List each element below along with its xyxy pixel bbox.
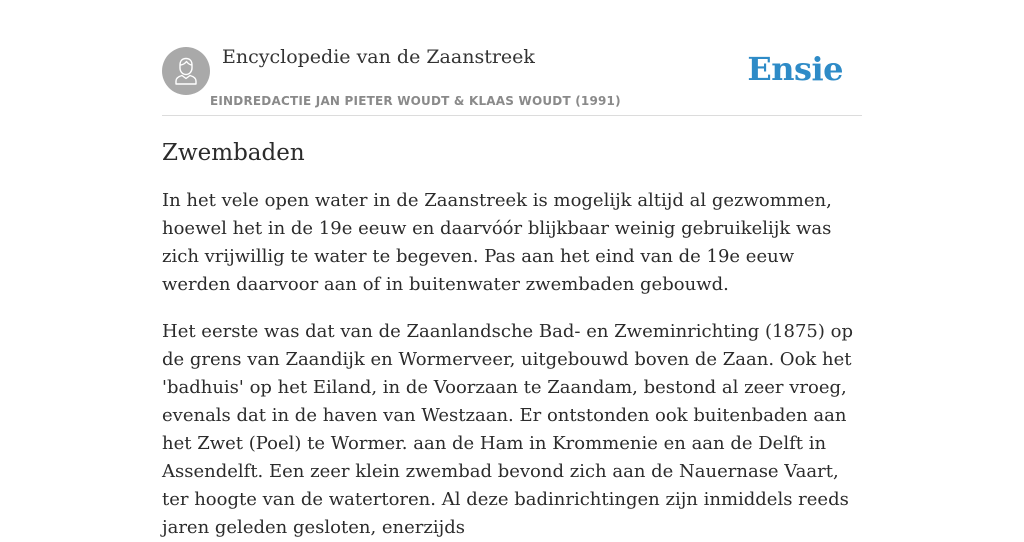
article-paragraph-2: Het eerste was dat van de Zaanlandsche Bad- en Zweminrichting (1875) op de grens van Zaandijk en Wormerveer, uitgebouwd boven de Zaan. Ook het 'badhuis' op het Eiland, in de Voorzaan te Zaandam, bestond al zeer vroeg, evenals dat in de haven van Westzaan. Er ontstonden ook buitenbaden aan het Zwet (Poel) te Wormer. aan de Ham in Krommenie en aan de Delft in Assendelft. Een zeer klein zwembad bevond zich aan de Nauernase Vaart, ter hoogte van de watertoren. Al deze badinrichtingen zijn inmiddels reeds jaren geleden gesloten, enerzijds [162, 321, 853, 538]
article-paragraph-1: In het vele open water in de Zaanstreek is mogelijk altijd al gezwommen, hoewel het in de 19e eeuw en daarvóór blijkbaar weinig gebruikelijk was zich vrijwillig te water te begeven. Pas aan het eind van de 19e eeuw werden daarvoor aan of in buitenwater zwembaden gebouwd. [162, 190, 832, 295]
article-title: Zwembaden [162, 140, 305, 166]
source-avatar[interactable] [162, 47, 210, 95]
source-subtitle: EINDREDACTIE JAN PIETER WOUDT & KLAAS WOUDT (1991) [210, 94, 621, 108]
user-icon [172, 56, 200, 86]
page [162, 0, 862, 542]
header [162, 0, 862, 116]
source-title[interactable]: Encyclopedie van de Zaanstreek [222, 46, 535, 68]
ensie-logo[interactable]: Ensie [747, 50, 843, 88]
